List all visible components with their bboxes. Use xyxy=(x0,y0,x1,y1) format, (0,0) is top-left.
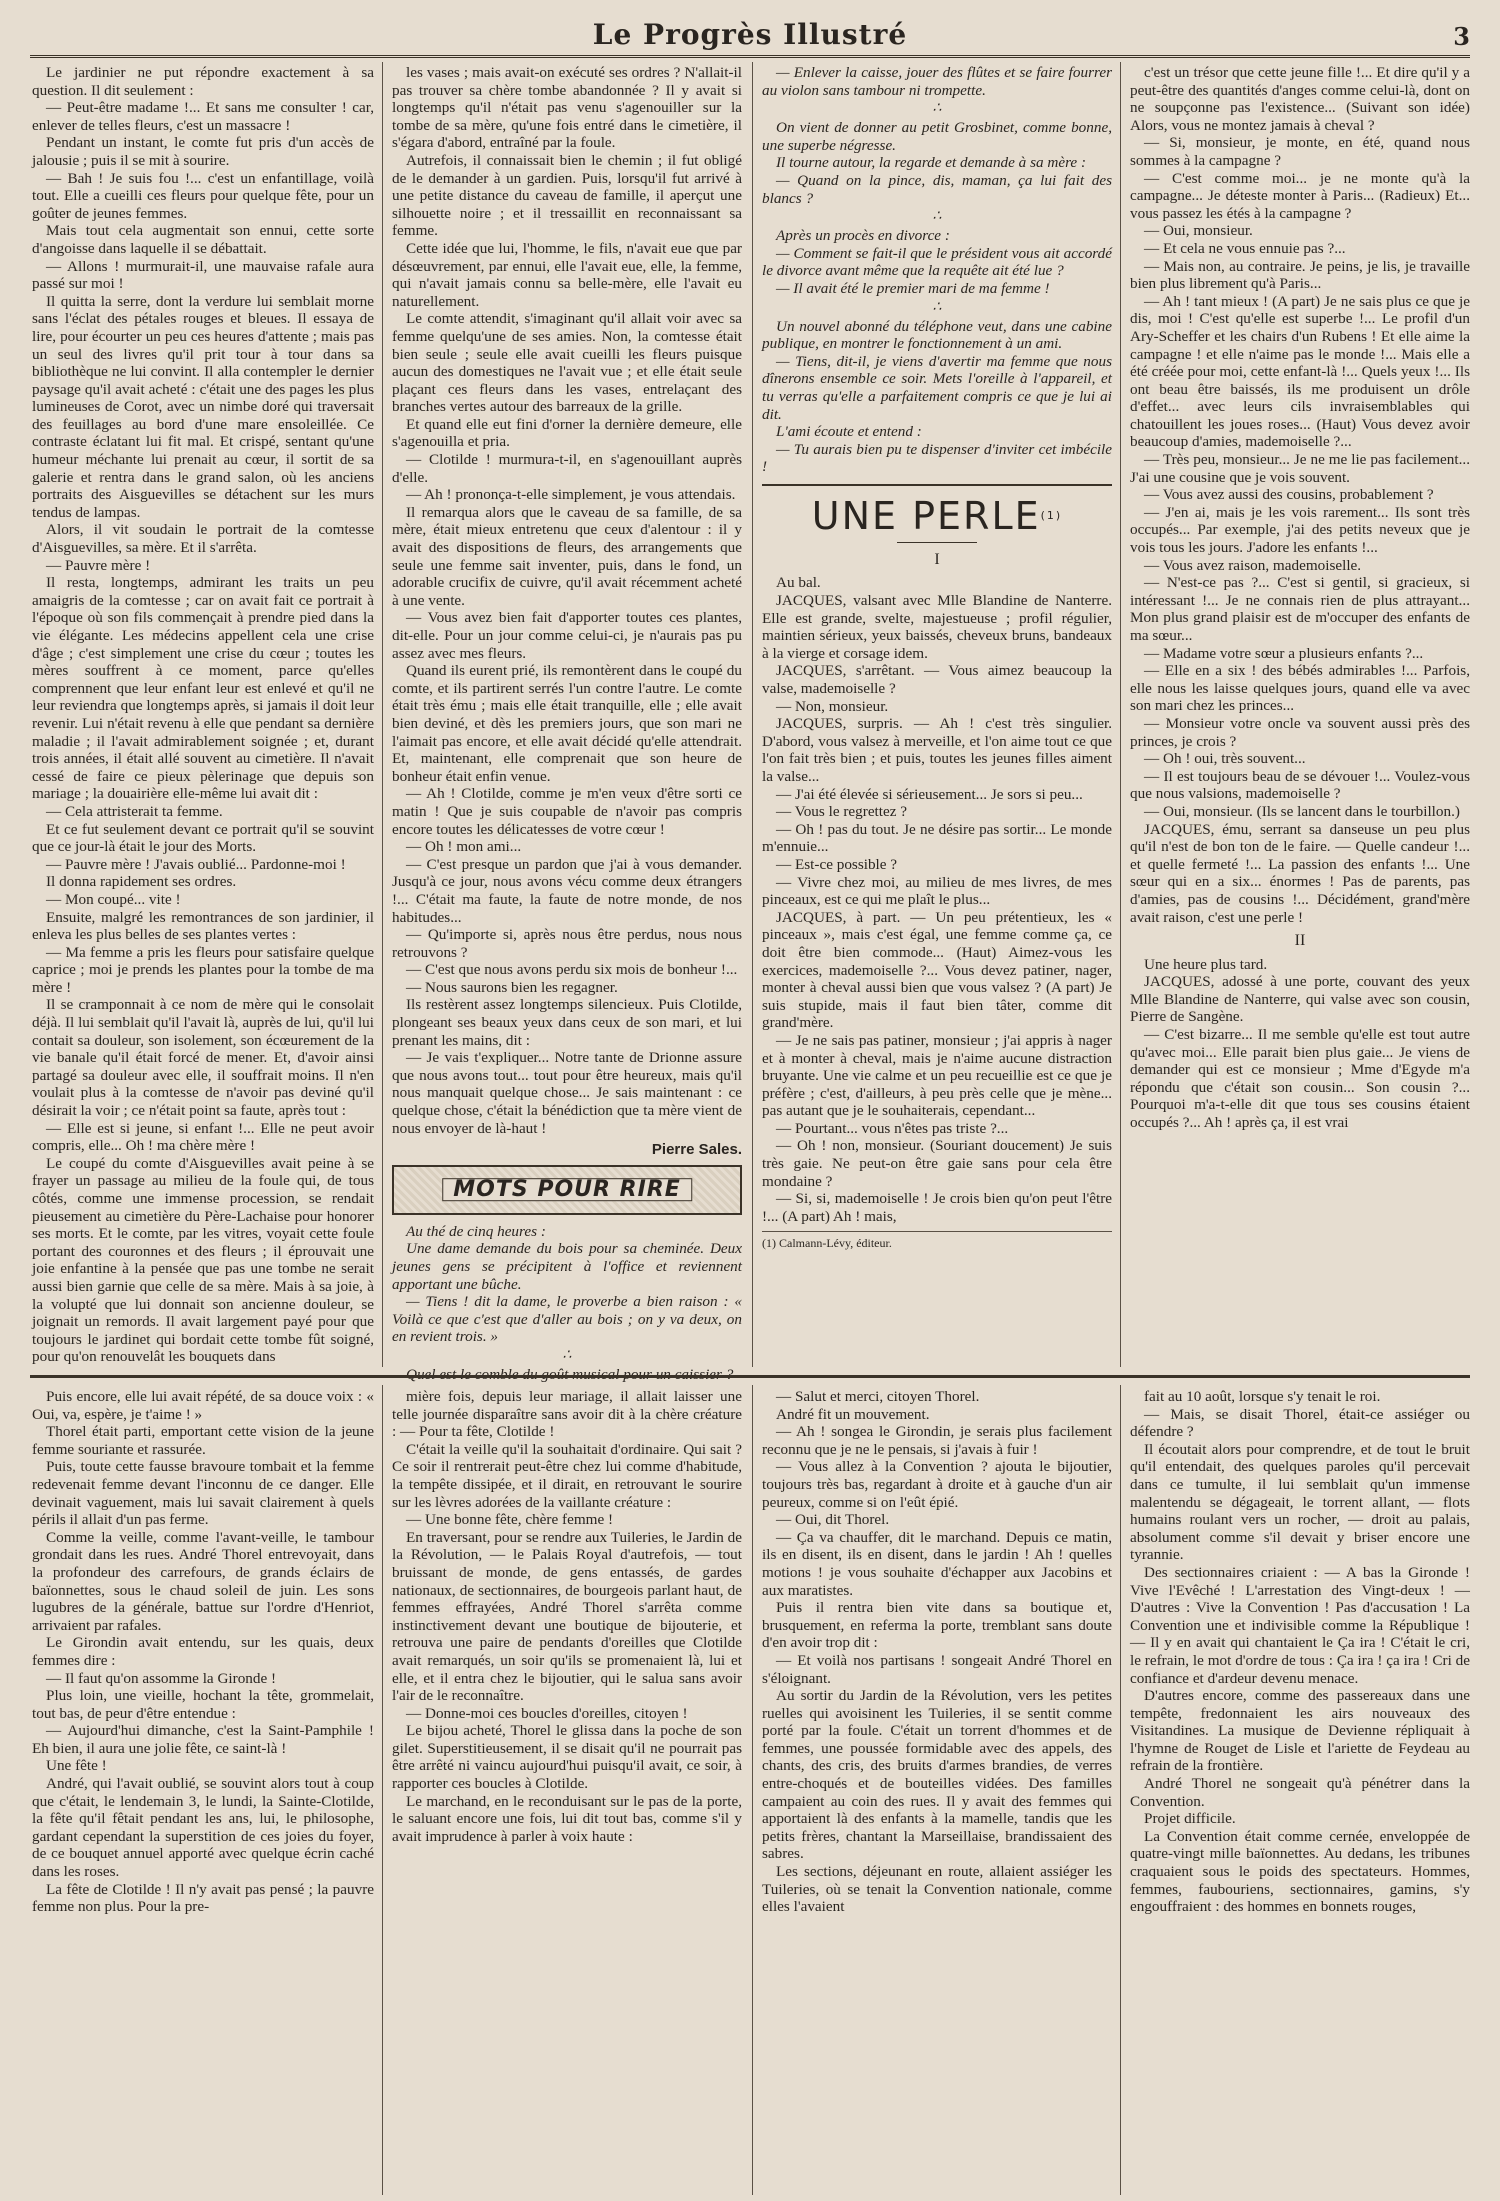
paragraph: — C'est bizarre... Il me semble qu'elle est tout autre qu'avec moi... Elle parait bien plus gaie... Je viens de demander qui est ce monsieur ; Mme d'Egyde m'a répondu que c'était son cousin... Son cousin ?... Pourquoi m'a-t-elle dit que tous ses cousins étaient occupés ?... Ah ! après ça, il est vrai xyxy=(1130,1026,1470,1132)
page-number: 3 xyxy=(1453,22,1470,51)
paragraph: les vases ; mais avait-on exécuté ses ordres ? N'allait-il pas trouver sa chère tombe abandonnée ? Il y avait si longtemps qu'il n'était pas venu s'agenouiller sur la tombe de sa mère, qu'une fois entré dans le cimetière, il s'égara d'abord, entraîné par la foule. xyxy=(392,64,742,152)
paragraph: Quel est le comble du goût musical pour un caissier ? xyxy=(406,1365,734,1383)
paragraph: — Allons ! murmurait-il, une mauvaise rafale aura passé sur moi ! xyxy=(32,257,374,293)
paragraph: — Pauvre mère ! J'avais oublié... Pardonne-moi ! xyxy=(46,855,346,873)
story-title: UNE PERLE$^{(1)}$ xyxy=(811,493,1063,538)
masthead xyxy=(30,10,1470,50)
column-2 xyxy=(392,64,742,1383)
paragraph: — Est-ce possible ? xyxy=(776,855,898,873)
paragraph: André, qui l'avait oublié, se souvint alors tout à coup que c'était, le lendemain 3, le lundi, la Sainte-Clotilde, la fête qu'il fêtait pendant les ans, lui, le philosophe, gardant cependant la superstition de ces joies du foyer, de ce bouquet annuel apporté avec quelque écrin caché dans les roses. xyxy=(32,1775,374,1881)
paragraph: JACQUES, s'arrêtant. — Vous aimez beaucoup la valse, mademoiselle ? xyxy=(762,662,1112,698)
paragraph: — Madame votre sœur a plusieurs enfants ?... xyxy=(1144,644,1424,662)
paragraph: — Qu'importe si, après nous être perdus, nous nous retrouvons ? xyxy=(392,926,742,961)
paragraph: — Elle est si jeune, si enfant !... Elle ne peut avoir compris, elle... Oh ! ma chère mère ! xyxy=(32,1119,374,1155)
paragraph: — Vous le regrettez ? xyxy=(776,803,908,821)
paragraph: Le Girondin avait entendu, sur les quais, deux femmes dire : xyxy=(32,1634,374,1669)
paragraph: Un nouvel abonné du téléphone veut, dans une cabine publique, en montrer le fonctionnement à un ami. xyxy=(762,317,1112,353)
paragraph: — Ma femme a pris les fleurs pour satisfaire quelque caprice ; moi je prends les plantes pour la tombe de ma mère ! xyxy=(32,943,374,996)
paragraph: Et ce fut seulement devant ce portrait qu'il se souvint que ce jour-là était le jour des Morts. xyxy=(32,820,374,856)
paragraph: JACQUES, valsant avec Mlle Blandine de Nanterre. Elle est grande, svelte, majestueuse ; profil régulier, maintien sérieux, yeux baissés, cheveux bruns, bandeaux à la vierge et corsage idem. xyxy=(762,592,1112,662)
paragraph: — J'en ai, mais je les vois rarement... Ils sont très occupés... Par exemple, j'ai des petits neveux que je vois tous les jours. J'adore les enfants !... xyxy=(1130,503,1470,557)
paragraph: — Ah ! prononça-t-elle simplement, je vous attendais. xyxy=(406,486,736,504)
paragraph: — Bah ! Je suis fou !... c'est un enfantillage, voilà tout. Elle a cueilli ces fleurs pour quelque fête, pour un goûter de jeunes femmes. xyxy=(32,169,374,222)
paragraph: — Tiens ! dit la dame, le proverbe a bien raison : « Voilà ce que c'est que d'aller au bois ; on y va deux, on en revient trois. » xyxy=(392,1293,742,1346)
paragraph: — Je vais t'expliquer... Notre tante de Drionne assure que nous avons tout... tout pour être heureux, mais qu'il nous manquait quelque chose... Je sais maintenant : ce quelque chose, c'était la bénédiction que ta mère vient de nous envoyer de là-haut ! xyxy=(392,1049,742,1137)
paragraph: Puis encore, elle lui avait répété, de sa douce voix : « Oui, va, espère, je t'aime ! » xyxy=(32,1388,374,1423)
paragraph: — Si, monsieur, je monte, en été, quand nous sommes à la campagne ? xyxy=(1130,134,1470,169)
paragraph: — Il est toujours beau de se dévouer !... Voulez-vous que nous valsions, mademoiselle ? xyxy=(1130,767,1470,803)
paragraph: Pendant un instant, le comte fut pris d'un accès de jalousie ; puis il se mit à sourire. xyxy=(32,134,374,169)
paragraph: La Convention était comme cernée, enveloppée de quatre-vingt mille baïonnettes. Au dedans, les tribunes craquaient sous le poids des spectateurs. Hommes, femmes, faubouriens, sectionnaires, gamins, s'y engouffraient : des hommes en bonnets rouges, xyxy=(1130,1827,1470,1916)
paragraph: Il donna rapidement ses ordres. xyxy=(46,873,237,891)
author-signature: Pierre Sales. xyxy=(651,1141,742,1159)
paragraph: mière fois, depuis leur mariage, il allait laisser une telle journée disparaître sans avoir dit à la chère créature : — Pour ta fête, Clotilde ! xyxy=(392,1388,742,1441)
newspaper-title: Le Progrès Illustré xyxy=(592,18,908,51)
column-3 xyxy=(762,64,1112,1364)
feuilleton-column-4 xyxy=(1130,1388,1470,2193)
feuilleton-rule xyxy=(30,1375,1470,1378)
column-1 xyxy=(32,64,374,1364)
paragraph: — Comment se fait-il que le président vous ait accordé le divorce avant même que la requête ait été lue ? xyxy=(762,244,1112,280)
paragraph: JACQUES, à part. — Un peu prétentieux, les « pinceaux », mais c'est égal, une femme comme ça, ce doit être bien commode... (Haut) Aimez-vous les exercices, mademoiselle ?... Vous devez patiner, nager, monter à cheval aussi bien que vous valsez ? (A part) Je suis stupide, mais il faut bien tâter, comme dit grand'mère. xyxy=(762,908,1112,1032)
column-divider xyxy=(382,62,383,1367)
mots-pour-rire-banner xyxy=(392,1165,742,1215)
paragraph: — Vivre chez moi, au milieu de mes livres, de mes pinceaux, est ce qui me plaît le plus... xyxy=(762,873,1112,909)
paragraph: — Et voilà nos partisans ! songeait André Thorel en s'éloignant. xyxy=(762,1651,1112,1687)
paragraph: — Mais, se disait Thorel, était-ce assiéger ou défendre ? xyxy=(1130,1405,1470,1441)
section-separator: ∴ xyxy=(932,101,942,117)
paragraph: fait au 10 août, lorsque s'y tenait le roi. xyxy=(1144,1388,1381,1405)
paragraph: Mais tout cela augmentait son ennui, cette sorte d'angoisse dans laquelle il se débattait. xyxy=(32,222,374,257)
section-separator: ∴ xyxy=(562,1347,572,1363)
paragraph: Au thé de cinq heures : xyxy=(406,1222,546,1240)
paragraph: — Ça va chauffer, dit le marchand. Depuis ce matin, ils en disent, ils en disent, dans le jardin ! Ah ! quelles motions ! je vous souhaite d'échapper aux Jacobins et aux maratistes. xyxy=(762,1528,1112,1599)
paragraph: JACQUES, surpris. — Ah ! c'est très singulier. D'abord, vous valsez à merveille, et l'on aime tout ce que l'on fait très bien ; et puis, toutes les jeunes filles aiment la valse... xyxy=(762,715,1112,785)
paragraph: — Oh ! pas du tout. Je ne désire pas sortir... Le monde m'ennuie... xyxy=(762,820,1112,856)
paragraph: C'était la veille qu'il la souhaitait d'ordinaire. Qui sait ? Ce soir il rentrerait peut-être chez lui comme d'habitude, la tempête dissipée, et il dirait, en retrouvant le sourire sur les lèvres adorées de la vaillante créature : xyxy=(392,1440,742,1511)
paragraph: La fête de Clotilde ! Il n'y avait pas pensé ; la pauvre femme non plus. Pour la pre- xyxy=(32,1880,374,1916)
paragraph: — Une bonne fête, chère femme ! xyxy=(406,1511,614,1529)
feuilleton-column-2 xyxy=(392,1388,742,2193)
paragraph: Projet difficile. xyxy=(1144,1810,1236,1828)
paragraph: — Peut-être madame !... Et sans me consulter ! car, enlever de telles fleurs, c'est un massacre ! xyxy=(32,99,374,134)
paragraph: — Mon coupé... vite ! xyxy=(46,890,181,908)
column-4 xyxy=(1130,64,1470,1364)
paragraph: Alors, il vit soudain le portrait de la comtesse d'Aisguevilles, sa mère. Et il s'arrêta. xyxy=(32,521,374,557)
paragraph: Plus loin, une vieille, hochant la tête, grommelait, tout bas, de peur d'être entendue : xyxy=(32,1687,374,1722)
paragraph: Puis, toute cette fausse bravoure tombait et la femme redevenait femme devant l'inconnu de ce danger. Elle devinait vaguement, mais lui savait clairement à quels périls il allait d'un pas ferme. xyxy=(32,1458,374,1529)
paragraph: Il remarqua alors que le caveau de sa famille, de sa mère, était mieux entretenu que ceux d'alentour : il y avait des dispositions de fleurs, des arrangements que seule une femme sait inventer, puis, dans le fond, un adorable crucifix de cuivre, qu'il avait récemment acheté à une vente. xyxy=(392,503,742,609)
paragraph: — Clotilde ! murmura-t-il, en s'agenouillant auprès d'elle. xyxy=(392,451,742,486)
paragraph: — Aujourd'hui dimanche, c'est la Saint-Pamphile ! Eh bien, il aura une jolie fête, ce saint-là ! xyxy=(32,1722,374,1757)
title-rule xyxy=(897,542,977,543)
column-divider xyxy=(382,1385,383,2195)
header-rule xyxy=(30,55,1470,58)
paragraph: Puis il rentra bien vite dans sa boutique et, brusquement, en referma la porte, tremblant sans doute d'en avoir trop dit : xyxy=(762,1599,1112,1652)
paragraph: Cette idée que lui, l'homme, le fils, n'avait eue que par désœuvrement, par ennui, elle l'avait eue, elle, la femme, qui n'avait jamais connu sa belle-mère, elle l'avait eu naturellement. xyxy=(392,239,742,310)
paragraph: — N'est-ce pas ?... C'est si gentil, si gracieux, si intéressant !... Je ne connais rien de plus attrayant... Mon plus grand plaisir est de m'occuper des enfants de ma sœur... xyxy=(1130,574,1470,644)
column-divider xyxy=(752,62,753,1367)
paragraph: — Oh ! non, monsieur. (Souriant doucement) Je suis très gaie. Ne peut-on être gaie sans pour cela être mondaine ? xyxy=(762,1137,1112,1190)
paragraph: — Quand on la pince, dis, maman, ça lui fait des blancs ? xyxy=(762,171,1112,207)
paragraph: — Cela attristerait ta femme. xyxy=(46,802,223,820)
footnote: (1) Calmann-Lévy, éditeur. xyxy=(762,1231,1112,1253)
paragraph: — Non, monsieur. xyxy=(776,697,889,715)
paragraph: — J'ai été élevée si sérieusement... Je sors si peu... xyxy=(776,785,1083,803)
paragraph: — Monsieur votre oncle va souvent aussi près des princes, je crois ? xyxy=(1130,714,1470,750)
paragraph: — Il avait été le premier mari de ma femme ! xyxy=(776,279,1050,297)
paragraph: Au sortir du Jardin de la Révolution, vers les petites ruelles qui avoisinent les Tuileries, il se sentit comme porté par la foule. C'était un torrent d'hommes et de femmes, une poussée formidable avec des appels, des chants, des cris, des bruits d'armes brandies, de verres entre-choqués et de bouteilles vidées. Des familles campaient au coin des rues. Il y avait des femmes qui apportaient là des enfants à la mamelle, tandis que les petits frères, chantant la Marseillaise, brandissaient des sabres. xyxy=(762,1687,1112,1863)
paragraph: — Vous allez à la Convention ? ajouta le bijoutier, toujours très bas, regardant à droite et à gauche d'un air peureux, comme si on l'eût épié. xyxy=(762,1458,1112,1511)
paragraph: — Ah ! tant mieux ! (A part) Je ne sais plus ce que je dis, moi ! C'est qu'elle est superbe !... Le profil d'un Ary-Scheffer et les chairs d'un Rubens ! Et elle aime la campagne ! et elle n'aime pas le monde !... Mais elle a été créée pour moi, cette enfant-là !... Quels yeux !... Ils ont beau être baissés, ils me produisent un drôle d'effet... avec leurs cils invraisemblables qui chatouillent les joues roses... (Haut) Vous devez avoir beaucoup d'amies, mademoiselle ?... xyxy=(1130,292,1470,451)
paragraph: Comme la veille, comme l'avant-veille, le tambour grondait dans les rues. André Thorel entrevoyait, dans la profondeur des carrefours, de grands éclairs de baïonnettes, sous le chaud soleil de juin. Les sons lugubres de la générale, battue sur l'ordre d'Henriot, arrivaient par rafales. xyxy=(32,1528,374,1634)
paragraph: Et quand elle eut fini d'orner la dernière demeure, elle s'agenouilla et pria. xyxy=(392,415,742,451)
paragraph: — Oh ! oui, très souvent... xyxy=(1144,750,1306,768)
paragraph: André fit un mouvement. xyxy=(776,1405,930,1423)
paragraph: En traversant, pour se rendre aux Tuileries, le Jardin de la Révolution, — le Palais Royal d'autrefois, — tout bruissant de monde, de gens entassés, de gardes nationaux, de sectionnaires, de bourgeois parlant haut, de femmes effrayées, André Thorel s'arrêta comme instinctivement devant une boutique de bijouterie, et retrouva une paire de pendants d'oreilles que Clotilde avait remarqués, un soir qu'ils se promenaient là, lui et elle, et il entra chez le bijoutier, qui le salua sans avoir l'air de le reconnaître. xyxy=(392,1528,742,1705)
column-divider xyxy=(752,1385,753,2195)
paragraph: Ils restèrent assez longtemps silencieux. Puis Clotilde, plongeant ses beaux yeux dans ceux de son mari, et lui prenant les mains, dit : xyxy=(392,996,742,1049)
paragraph: — Nous saurons bien les regagner. xyxy=(406,978,618,996)
paragraph: Le marchand, en le reconduisant sur le pas de la porte, le saluant encore une fois, lui dit tout bas, comme s'il y avait imprudence à parler à voix haute : xyxy=(392,1792,742,1845)
footnote-mark: (1) xyxy=(1040,508,1063,522)
paragraph: D'autres encore, comme des passereaux dans une tempête, fredonnaient les airs nouveaux des Visitandines. La musique de Devienne répliquait à l'hymne de Rouget de Lisle et l'ariette de Feydeau au refrain de la frontière. xyxy=(1130,1687,1470,1775)
paragraph: — Pourtant... vous n'êtes pas triste ?... xyxy=(776,1119,1009,1137)
column-divider xyxy=(1120,1385,1121,2195)
paragraph: — Oui, dit Thorel. xyxy=(776,1511,890,1529)
section-separator: ∴ xyxy=(932,209,942,225)
paragraph: Le jardinier ne put répondre exactement à sa question. Il dit seulement : xyxy=(32,64,374,99)
paragraph: — Vous avez raison, mademoiselle. xyxy=(1144,556,1362,574)
section-number: I xyxy=(934,550,940,568)
paragraph: JACQUES, ému, serrant sa danseuse un peu plus qu'il n'est de bon ton de le faire. — Quelle candeur !... et quelle fermeté !... La passion des enfants !... Une sœur qui en a six... énormes ! Pas de parents, pas d'amies, pas de cousins !... Décidément, grand'mère avait raison, c'est une perle ! xyxy=(1130,820,1470,926)
paragraph: — C'est que nous avons perdu six mois de bonheur !... xyxy=(406,961,738,979)
paragraph: — Très peu, monsieur... Je ne me lie pas facilement... J'ai une cousine que je vois souvent. xyxy=(1130,451,1470,486)
paragraph: L'ami écoute et entend : xyxy=(776,423,922,441)
paragraph: — Elle en a six ! des bébés admirables !... Parfois, elle nous les laisse quelques jours, quand elle va avec son mari chez les princes... xyxy=(1130,662,1470,715)
section-rule xyxy=(762,484,1112,486)
paragraph: — Mais non, au contraire. Je peins, je lis, je travaille bien plus librement qu'à Paris... xyxy=(1130,257,1470,293)
paragraph: Quand ils eurent prié, ils remontèrent dans le coupé du comte, et ils partirent serrés l'un contre l'autre. Le comte était très ému ; mais elle était tranquille, elle ; elle avait bien deviné, et dès les premiers jours, que son mari ne l'aimait pas encore, et elle avait décidé qu'elle attendrait. Et, maintenant, elle comprenait que son heure de bonheur était enfin venue. xyxy=(392,662,742,785)
feuilleton-column-1 xyxy=(32,1388,374,2193)
paragraph: — C'est presque un pardon que j'ai à vous demander. Jusqu'à ce jour, nous avons vécu comme deux étrangers !... C'était ma faute, la faute de notre monde, de nos habitudes... xyxy=(392,855,742,926)
paragraph: — Pauvre mère ! xyxy=(46,556,151,574)
section-separator: ∴ xyxy=(932,299,942,315)
paragraph: Il tourne autour, la regarde et demande à sa mère : xyxy=(776,154,1087,172)
paragraph: — Donne-moi ces boucles d'oreilles, citoyen ! xyxy=(406,1704,688,1722)
paragraph: Il écoutait alors pour comprendre, et de tout le bruit qu'il entendait, des quelques paroles qu'il percevait dans ce tumulte, il lui semblait qu'un immense malentendu se dégageait, le torrent allant, — flots humains roulant vers un rocher, — droit au palais, absolument comme s'il devait y briser encore une tyrannie. xyxy=(1130,1440,1470,1564)
column-divider xyxy=(1120,62,1121,1367)
paragraph: — Oh ! mon ami... xyxy=(406,838,522,856)
paragraph: Une heure plus tard. xyxy=(1144,955,1268,973)
paragraph: On vient de donner au petit Grosbinet, comme bonne, une superbe négresse. xyxy=(762,119,1112,154)
paragraph: Le bijou acheté, Thorel le glissa dans la poche de son gilet. Superstitieusement, il se disait qu'il ne pourrait pas être arrêté ni vaincu aujourd'hui puisqu'il avait, ce soir, à rapporter ces boucles à Clotilde. xyxy=(392,1722,742,1793)
paragraph: — Vous avez bien fait d'apporter toutes ces plantes, dit-elle. Pour un jour comme celui-ci, je n'aurais pas pu assez avec mes fleurs. xyxy=(392,609,742,662)
paragraph: Le coupé du comte d'Aisguevilles avait peine à se frayer un passage au milieu de la foule qui, de tous côtés, comme une immense procession, se rendait pieusement au cimetière du Père-Lachaise pour honorer ses morts. Et le comte, par les vitres, voyait cette foule portant des couronnes et des fleurs ; il éprouvait une joie enfantine à la pensée que pas une tombe ne serait aussi bien garnie que celle de sa mère. Mais à sa joie, à la volupté que lui donnait son ancienne douleur, se joignait un remords. Il avait largement payé pour que toujours le jardinet qui bordait cette tombe fût soigné, pour qu'on renouvelât les bouquets dans xyxy=(32,1154,374,1366)
paragraph: Les sections, déjeunant en route, allaient assiéger les Tuileries, où se tenait la Convention nationale, comme elles l'avaient xyxy=(762,1863,1112,1916)
paragraph: Une dame demande du bois pour sa cheminée. Deux jeunes gens se précipitent à l'office et reviennent apportant une bûche. xyxy=(392,1240,742,1293)
paragraph: Des sectionnaires criaient : — A bas la Gironde ! Vive l'Evêché ! L'arrestation des Vingt-deux ! — D'autres : Vive la Convention ! Pas d'accusation ! La Convention une et indivisible comme la République ! — Il y en avait qui chantaient le Ça ira ! C'était le cri, le refrain, le mot d'ordre de tous : Ça ira ! ça ira ! Cri de confiance et d'ardeur devenu menace. xyxy=(1130,1563,1470,1687)
paragraph: — Tiens, dit-il, je viens d'avertir ma femme que nous dînerons ensemble ce soir. Mets l'oreille à l'appareil, et tu verras qu'elle a parfaitement compris ce que je lui ai dit. xyxy=(762,352,1112,423)
paragraph: Thorel était parti, emportant cette vision de la jeune femme souriante et rassurée. xyxy=(32,1423,374,1458)
section-number: II xyxy=(1294,932,1306,950)
paragraph: — Salut et merci, citoyen Thorel. xyxy=(776,1388,980,1405)
paragraph: c'est un trésor que cette jeune fille !... Et dire qu'il y a peut-être des quantités d'anges comme celui-là, dont on ne soupçonne pas l'existence... (Suivant son idée) Alors, vous ne montez jamais à cheval ? xyxy=(1130,64,1470,134)
paragraph: André Thorel ne songeait qu'à pénétrer dans la Convention. xyxy=(1130,1775,1470,1810)
feuilleton-column-3 xyxy=(762,1388,1112,2193)
paragraph: — Oui, monsieur. xyxy=(1144,222,1253,240)
paragraph: Une fête ! xyxy=(46,1757,107,1775)
paragraph: Il resta, longtemps, admirant les traits un peu amaigris de la comtesse ; car on avait fait ce portrait à l'époque où son fils commençait à prendre pied dans la vie élégante. Les médecins appellent cela une crise d'âge ; c'est simplement une crise du cœur ; toutes les mères souffrent à ce moment, parce qu'elles comprennent que leur enfant leur est enlevé et qu'il ne leur reviendra que longtemps après, si jamais il doit leur revenir. Lui n'était revenu à elle que pendant sa dernière maladie ; il l'avait admirablement soignée ; et, durant trois années, il était allé souvent au cimetière. Il n'avait cessé de faire ce pieux pèlerinage que depuis son mariage ; la douairière elle-même lui avait dit : xyxy=(32,574,374,803)
paragraph: Au bal. xyxy=(776,574,821,592)
paragraph: — Ah ! Clotilde, comme je m'en veux d'être sorti ce matin ! Que je suis coupable de n'avoir pas compris encore toutes les délicatesses de votre cœur ! xyxy=(392,785,742,838)
paragraph: — Tu aurais bien pu te dispenser d'inviter cet imbécile ! xyxy=(762,440,1112,476)
paragraph: — Je ne sais pas patiner, monsieur ; j'ai appris à nager et à monter à cheval, mais je n'aime aucune distraction bruyante. Une vie calme et un peu recueillie est ce que je préfère ; c'est, d'ailleurs, à peu près celle que je mène... pas autant que je le souhaiterais, cependant... xyxy=(762,1031,1112,1120)
paragraph: JACQUES, adossé à une porte, couvant des yeux Mlle Blandine de Nanterre, qui valse avec son cousin, Pierre de Sangène. xyxy=(1130,973,1470,1026)
paragraph: — Ah ! songea le Girondin, je serais plus facilement reconnu que je ne le pensais, si j'avais à fuir ! xyxy=(762,1423,1112,1458)
mots-pour-rire-title: MOTS POUR RIRE xyxy=(442,1178,692,1202)
paragraph: Autrefois, il connaissait bien le chemin ; il fut obligé de le demander à un gardien. Puis, lorsqu'il fut arrivé à une petite distance du caveau de famille, il aperçut une silhouette noire ; et il tressaillit en reconnaissant sa femme. xyxy=(392,151,742,240)
paragraph: — Et cela ne vous ennuie pas ?... xyxy=(1144,239,1346,257)
paragraph: Le comte attendit, s'imaginant qu'il allait voir avec sa femme quelqu'une de ses amies. Non, la comtesse était bien seule ; seule elle avait cueilli les fleurs puisque aucun des domestiques ne l'avait vue ; et elle était seule plaçant ces fleurs dans les vases, entrelaçant des branches vertes autour des barreaux de la grille. xyxy=(392,310,742,416)
paragraph: Après un procès en divorce : xyxy=(776,227,950,245)
paragraph: — Oui, monsieur. (Ils se lancent dans le tourbillon.) xyxy=(1144,802,1460,820)
paragraph: Il se cramponnait à ce nom de mère qui le consolait déjà. Il lui semblait qu'il l'avait là, auprès de lui, qu'il lui contait sa douleur, son isolement, son écœurement de la vie banale qu'il était forcé de mener. Et, d'avoir ainsi partagé sa douleur avec elle, il souffrait moins. Il n'en voulait plus à la comtesse de n'avoir pas deviné qu'il désirait la voir ; ce n'était point sa faute, après tout : xyxy=(32,996,374,1120)
paragraph: — Enlever la caisse, jouer des flûtes et se faire fourrer au violon sans tambour ni trompette. xyxy=(762,64,1112,99)
paragraph: — Il faut qu'on assomme la Gironde ! xyxy=(46,1669,277,1687)
paragraph: Ensuite, malgré les remontrances de son jardinier, il enleva les plus belles de ses plantes vertes : xyxy=(32,908,374,944)
paragraph: — C'est comme moi... je ne monte qu'à la campagne... Je déteste monter à Paris... (Radieux) Et... vous passez les étés à la campagne ? xyxy=(1130,169,1470,222)
paragraph: — Vous avez aussi des cousins, probablement ? xyxy=(1144,486,1434,504)
paragraph: — Si, si, mademoiselle ! Je crois bien qu'on peut l'être !... (A part) Ah ! mais, xyxy=(762,1190,1112,1225)
paragraph: Il quitta la serre, dont la verdure lui semblait morne sans l'éclat des pétales rouges et bleues. Il essaya de lire, pour écourter un peu ces heures d'attente ; mais pas un seul des livres qu'il prit tour à tour dans sa bibliothèque ne lui convint. Il alla contempler le dernier paysage qu'il avait acheté : c'était une des pages les plus lumineuses de Corot, avec un nimbe doré qui traversait des feuillages au bord d'une mare ensoleillée. Ce contraste éclatant lui fit mal. Et crispé, sentant qu'une humeur méchante lui prenait au cœur, il sortit de sa galerie et rentra dans le grand salon, où les anciens portraits des Aisguevilles se détachent sur les murs tendus de lampas. xyxy=(32,292,374,521)
